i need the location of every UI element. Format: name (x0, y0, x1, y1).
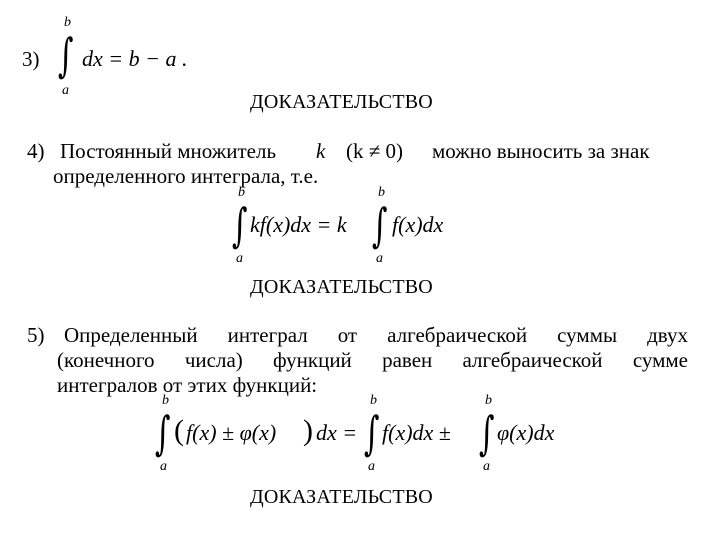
prop5-rhs-lower-limit: a (483, 459, 490, 474)
prop4-line2: определенного интеграла, т.е. (53, 164, 319, 188)
prop4-line1-text: Постоянный множитель (60, 139, 277, 163)
prop4-rhs-upper-limit: b (378, 185, 385, 200)
prop4-lhs-lower-limit: a (236, 251, 243, 266)
integral-sign-icon: ∫ (372, 198, 388, 252)
prop3-number: 3) (22, 47, 40, 71)
prop5-rhs: φ(x)dx (497, 420, 555, 445)
integral-sign-icon: ∫ (479, 406, 495, 460)
prop5-lhs-lower-limit: a (160, 459, 167, 474)
prop5-lhs: f(x) ± φ(x) (186, 420, 277, 445)
prop5-line2: (конечного числа) функций равен алгебраической сумме (57, 348, 688, 372)
prop5-mid-lower-limit: a (368, 459, 375, 474)
prop5-rhs-upper-limit: b (485, 393, 492, 408)
prop4-lhs-upper-limit: b (238, 185, 245, 200)
left-paren-icon: ( (174, 414, 184, 447)
prop5-lhs-end: dx = (316, 420, 358, 445)
proof-label-3: ДОКАЗАТЕЛЬСТВО (250, 486, 433, 508)
prop5-mid: f(x)dx ± (382, 420, 451, 445)
prop4-number: 4) (27, 139, 45, 163)
prop4-line1-k: k (316, 139, 326, 163)
prop5-lhs-upper-limit: b (162, 393, 169, 408)
integral-sign-icon: ∫ (58, 28, 74, 82)
right-paren-icon: ) (303, 414, 313, 447)
prop5-number: 5) (27, 323, 45, 347)
prop4-line1-rest: можно выносить за знак (432, 139, 650, 163)
prop4-lhs: kf(x)dx = k (250, 212, 347, 237)
proof-label-2: ДОКАЗАТЕЛЬСТВО (250, 276, 433, 298)
prop4-line1-condition: (k ≠ 0) (346, 139, 404, 163)
prop4-rhs-lower-limit: a (376, 251, 383, 266)
integral-sign-icon: ∫ (155, 406, 171, 460)
integral-sign-icon: ∫ (232, 198, 248, 252)
prop5-line1: Определенный интеграл от алгебраической суммы двух (64, 323, 688, 347)
prop3-integral-lower-limit: a (62, 83, 69, 98)
prop3-integral-upper-limit: b (64, 15, 71, 30)
prop5-mid-upper-limit: b (370, 393, 377, 408)
integral-sign-icon: ∫ (364, 406, 380, 460)
prop5-line3: интегралов от этих функций: (57, 373, 318, 397)
proof-label-1: ДОКАЗАТЕЛЬСТВО (250, 91, 433, 113)
prop3-formula: dx = b − a . (82, 46, 188, 71)
prop4-rhs: f(x)dx (392, 212, 444, 237)
